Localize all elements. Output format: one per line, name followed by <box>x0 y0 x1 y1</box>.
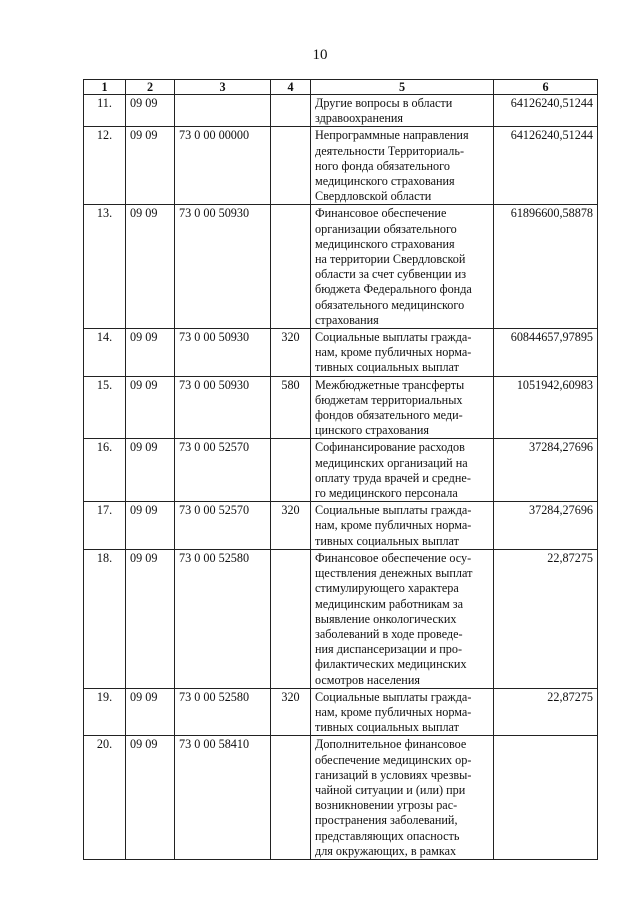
expense-name-line: нам, кроме публичных норма- <box>315 704 472 719</box>
column-header: 5 <box>311 80 494 95</box>
amount: 37284,27696 <box>494 439 598 502</box>
target-article-code: 73 0 00 52580 <box>175 688 271 736</box>
expense-type-code <box>271 205 311 329</box>
expense-name-line: Софинансирование расходов <box>315 440 465 455</box>
expense-name-line: Свердловской области <box>315 189 432 204</box>
expense-name-line: медицинских организаций на <box>315 455 468 470</box>
target-article-code: 73 0 00 50930 <box>175 329 271 377</box>
expense-name-line: области за счет субвенции из <box>315 267 467 282</box>
expense-type-code <box>271 127 311 205</box>
amount: 22,87275 <box>494 549 598 688</box>
section-code: 09 09 <box>126 736 175 860</box>
section-code: 09 09 <box>126 127 175 205</box>
amount: 60844657,97895 <box>494 329 598 377</box>
expense-name-line: ного фонда обязательного <box>315 158 450 173</box>
expense-name-line: тивных социальных выплат <box>315 360 459 375</box>
page-number: 10 <box>312 47 328 63</box>
table-row <box>84 549 598 688</box>
expense-name-line: осмотров населения <box>315 672 420 687</box>
target-article-code: 73 0 00 50930 <box>175 205 271 329</box>
expense-name <box>311 95 494 127</box>
section-code: 09 09 <box>126 439 175 502</box>
expense-name-line: бюджетам территориальных <box>315 392 463 407</box>
expense-name-line: филактических медицинских <box>315 657 467 672</box>
row-number: 11. <box>84 95 126 127</box>
expense-name <box>311 502 494 550</box>
expense-name <box>311 736 494 860</box>
expense-name-line: обеспечение медицинских ор- <box>315 752 472 767</box>
expense-type-code: 580 <box>271 376 311 439</box>
section-code: 09 09 <box>126 205 175 329</box>
expense-name-line: нам, кроме публичных норма- <box>315 518 472 533</box>
expense-type-code: 320 <box>271 688 311 736</box>
expense-name-line: Социальные выплаты гражда- <box>315 330 472 345</box>
expense-name <box>311 549 494 688</box>
amount: 64126240,51244 <box>494 95 598 127</box>
table-row <box>84 127 598 205</box>
amount: 37284,27696 <box>494 502 598 550</box>
expense-name-line: Социальные выплаты гражда- <box>315 503 472 518</box>
target-article-code: 73 0 00 50930 <box>175 376 271 439</box>
expense-name-line: Непрограммные направления <box>315 128 469 143</box>
amount: 22,87275 <box>494 688 598 736</box>
expense-name-line: цинского страхования <box>315 423 429 438</box>
expense-name-line: заболеваний в ходе проведе- <box>315 626 463 641</box>
expense-name-line: го медицинского персонала <box>315 486 458 501</box>
expense-name-line: выявление онкологических <box>315 611 457 626</box>
expense-name-line: Другие вопросы в области <box>315 96 453 110</box>
expense-name-line: на территории Свердловской <box>315 252 466 267</box>
expense-name-line: Дополнительное финансовое <box>315 737 467 752</box>
table-row <box>84 95 598 127</box>
expense-name-line: пространения заболеваний, <box>315 813 458 828</box>
expense-type-code: 320 <box>271 502 311 550</box>
expense-name-line: тивных социальных выплат <box>315 720 459 735</box>
expense-name-line: медицинского страхования <box>315 174 455 189</box>
target-article-code <box>175 95 271 127</box>
table-row <box>84 688 598 736</box>
target-article-code: 73 0 00 52580 <box>175 549 271 688</box>
expense-name-line: деятельности Территориаль- <box>315 143 465 158</box>
expense-name-line: страхования <box>315 312 379 327</box>
target-article-code: 73 0 00 52570 <box>175 502 271 550</box>
column-header: 3 <box>175 80 271 95</box>
expense-type-code <box>271 736 311 860</box>
section-code: 09 09 <box>126 688 175 736</box>
table-row <box>84 502 598 550</box>
target-article-code: 73 0 00 00000 <box>175 127 271 205</box>
expense-name-line: медицинским работникам за <box>315 596 463 611</box>
section-code: 09 09 <box>126 549 175 688</box>
section-code: 09 09 <box>126 329 175 377</box>
expense-name-line: фондов обязательного меди- <box>315 408 463 423</box>
column-header: 6 <box>494 80 598 95</box>
table-row <box>84 205 598 329</box>
section-code: 09 09 <box>126 95 175 127</box>
expense-name-line: обязательного медицинского <box>315 297 465 312</box>
expense-name-line: Финансовое обеспечение осу- <box>315 550 472 565</box>
row-number: 18. <box>84 549 126 688</box>
expense-name-line: медицинского страхования <box>315 236 455 251</box>
table-row <box>84 736 598 860</box>
expense-name <box>311 127 494 205</box>
row-number: 20. <box>84 736 126 860</box>
column-header: 1 <box>84 80 126 95</box>
amount: 61896600,58878 <box>494 205 598 329</box>
expense-type-code <box>271 549 311 688</box>
expense-name-line: чайной ситуации и (или) при <box>315 782 466 797</box>
table-header-row <box>84 80 598 95</box>
expense-name-line: нам, кроме публичных норма- <box>315 345 472 360</box>
expense-name-line: Социальные выплаты гражда- <box>315 689 472 704</box>
expense-name-line: Финансовое обеспечение <box>315 206 447 221</box>
expense-name-line: представляющих опасность <box>315 828 460 843</box>
expense-name-line: стимулирующего характера <box>315 581 459 596</box>
expense-name-line: ния диспансеризации и про- <box>315 642 463 657</box>
table-body <box>84 95 598 860</box>
amount <box>494 736 598 860</box>
expense-name-line: возникновении угрозы рас- <box>315 798 458 813</box>
expense-name-line: здравоохранения <box>315 111 404 126</box>
budget-table <box>83 79 598 860</box>
row-number: 14. <box>84 329 126 377</box>
expense-name <box>311 376 494 439</box>
expense-name-line: ганизаций в условиях чрезвы- <box>315 767 472 782</box>
table-row <box>84 329 598 377</box>
amount: 1051942,60983 <box>494 376 598 439</box>
row-number: 13. <box>84 205 126 329</box>
expense-name <box>311 329 494 377</box>
expense-name-line: ществления денежных выплат <box>315 566 473 581</box>
expense-name <box>311 439 494 502</box>
expense-name-line: бюджета Федерального фонда <box>315 282 472 297</box>
expense-name <box>311 205 494 329</box>
section-code: 09 09 <box>126 502 175 550</box>
target-article-code: 73 0 00 58410 <box>175 736 271 860</box>
expense-type-code: 320 <box>271 329 311 377</box>
expense-type-code <box>271 439 311 502</box>
expense-type-code <box>271 95 311 127</box>
column-header: 2 <box>126 80 175 95</box>
expense-name-line: Межбюджетные трансферты <box>315 377 465 392</box>
row-number: 12. <box>84 127 126 205</box>
expense-name-line: для окружающих, в рамках <box>315 843 457 858</box>
section-code: 09 09 <box>126 376 175 439</box>
table-row <box>84 376 598 439</box>
table-row <box>84 439 598 502</box>
expense-name <box>311 688 494 736</box>
column-header: 4 <box>271 80 311 95</box>
expense-name-line: тивных социальных выплат <box>315 533 459 548</box>
expense-name-line: организации обязательного <box>315 221 457 236</box>
target-article-code: 73 0 00 52570 <box>175 439 271 502</box>
row-number: 19. <box>84 688 126 736</box>
row-number: 16. <box>84 439 126 502</box>
row-number: 17. <box>84 502 126 550</box>
row-number: 15. <box>84 376 126 439</box>
expense-name-line: оплату труда врачей и средне- <box>315 470 471 485</box>
amount: 64126240,51244 <box>494 127 598 205</box>
